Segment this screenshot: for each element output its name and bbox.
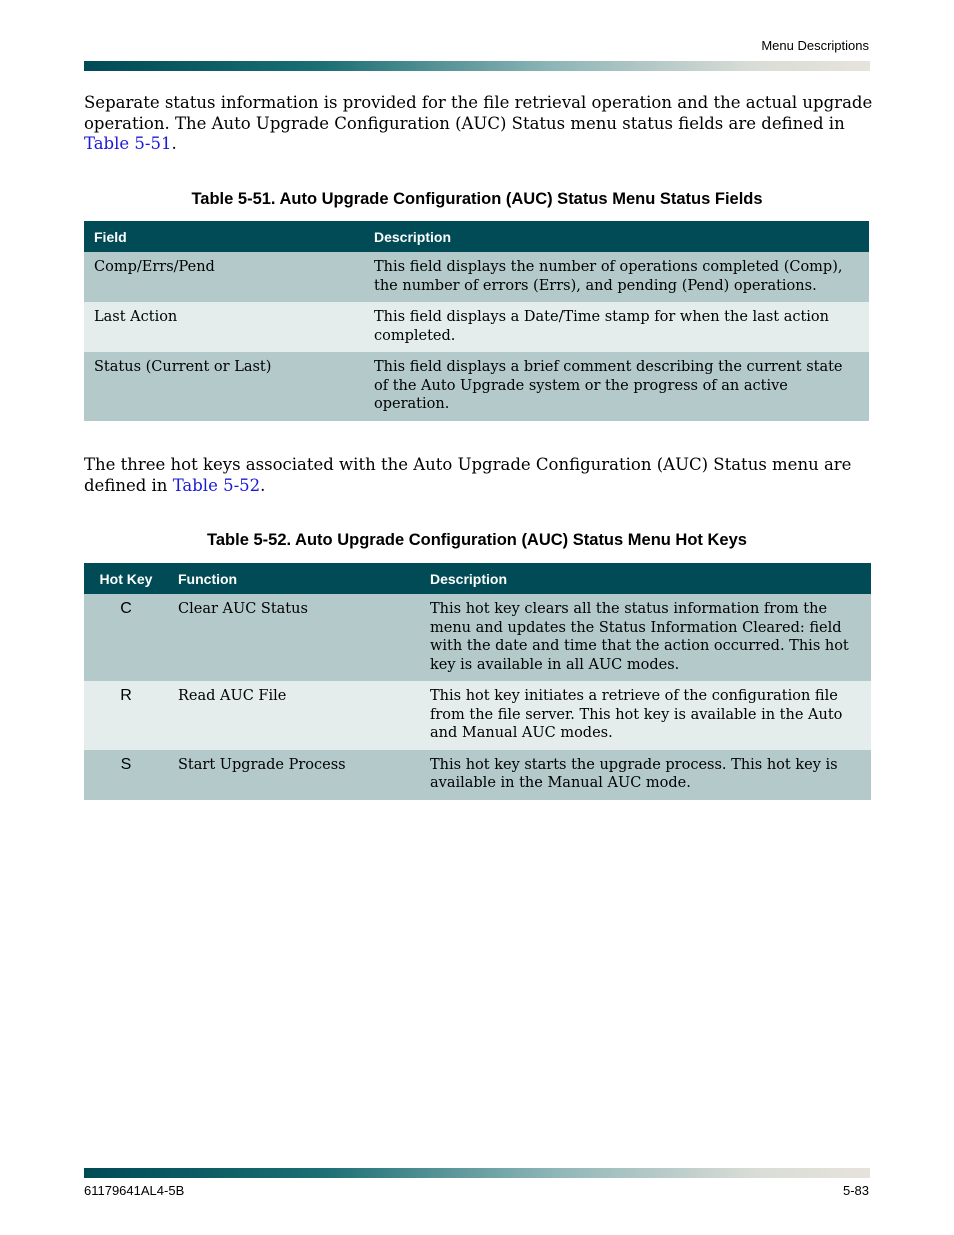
function-cell: Clear AUC Status	[168, 594, 420, 681]
table-5-51-link[interactable]: Table 5-51	[84, 134, 172, 153]
col-header-description: Description	[364, 221, 869, 252]
field-cell: Status (Current or Last)	[84, 352, 364, 421]
table-row	[84, 681, 871, 750]
description-cell: This hot key initiates a retrieve of the configuration file from the file server. This hot key is available in the Auto and Manual AUC modes.	[420, 681, 871, 750]
hotkeys-end: .	[260, 475, 266, 495]
col-header-field: Field	[84, 221, 364, 252]
table-row	[84, 302, 869, 352]
table-5-52-link[interactable]: Table 5-52	[172, 475, 261, 495]
col-header-description: Description	[420, 563, 871, 594]
intro-paragraph	[84, 93, 874, 155]
page-number: 5-83	[842, 1183, 869, 1198]
document-number: 61179641AL4-5B	[84, 1183, 185, 1198]
description-cell: This field displays a brief comment describing the current state of the Auto Upgrade system or the progress of an active operation.	[364, 352, 869, 421]
description-cell: This hot key clears all the status information from the menu and updates the Status Information Cleared: field with the date and time that the action occurred. This hot key is available in all AUC modes.	[420, 594, 871, 681]
function-cell: Read AUC File	[168, 681, 420, 750]
running-header: Menu Descriptions	[761, 38, 869, 53]
field-cell: Last Action	[84, 302, 364, 352]
table1-caption: Table 5-51. Auto Upgrade Configuration (AUC) Status Menu Status Fields	[191, 190, 763, 208]
hot-key-cell: R	[84, 681, 168, 750]
table2-caption: Table 5-52. Auto Upgrade Configuration (AUC) Status Menu Hot Keys	[207, 531, 747, 549]
hot-keys-table	[84, 563, 871, 800]
table-row	[84, 750, 871, 800]
col-header-function: Function	[168, 563, 420, 594]
hotkeys-paragraph	[84, 455, 874, 496]
table1-header-row	[84, 221, 869, 252]
description-cell: This field displays a Date/Time stamp for when the last action completed.	[364, 302, 869, 352]
description-cell: This hot key starts the upgrade process. This hot key is available in the Manual AUC mode.	[420, 750, 871, 800]
table2-header-row	[84, 563, 871, 594]
col-header-hot-key: Hot Key	[84, 563, 168, 594]
status-fields-table	[84, 221, 869, 421]
intro-end: .	[171, 134, 177, 153]
table-row	[84, 252, 869, 302]
footer-rule	[84, 1168, 870, 1178]
intro-text: Separate status information is provided for the file retrieval operation and the actual upgrade operation. The Auto Upgrade Configuration (AUC) Status menu status fields are defined in	[84, 93, 873, 133]
header-rule	[84, 61, 870, 71]
hotkeys-text: The three hot keys associated with the Auto Upgrade Configuration (AUC) Status menu are defined in	[84, 455, 852, 495]
hot-key-cell: C	[84, 594, 168, 681]
hot-key-cell: S	[84, 750, 168, 800]
function-cell: Start Upgrade Process	[168, 750, 420, 800]
table-row	[84, 594, 871, 681]
field-cell: Comp/Errs/Pend	[84, 252, 364, 302]
table-row	[84, 352, 869, 421]
description-cell: This field displays the number of operations completed (Comp), the number of errors (Errs), and pending (Pend) operations.	[364, 252, 869, 302]
